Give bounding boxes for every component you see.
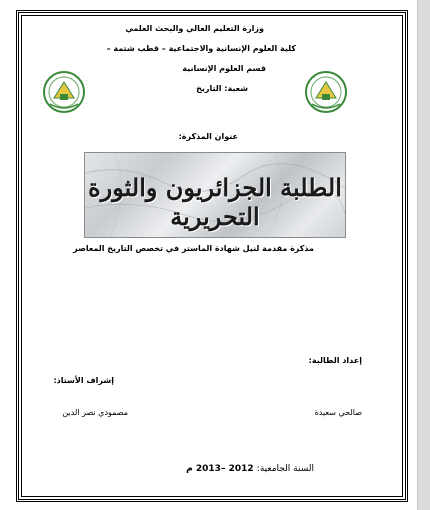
university-logo-left — [42, 70, 86, 114]
academic-year-label: السنة الجامعية: — [256, 464, 314, 474]
department-line: قسم العلوم الإنسانية — [182, 64, 266, 73]
prepared-by-label: إعداد الطالبة: — [308, 356, 362, 365]
document-page — [4, 4, 414, 504]
vertical-scrollbar[interactable] — [417, 0, 430, 510]
supervisor-name: مصمودي نصر الدين — [62, 408, 128, 417]
ministry-line: وزارة التعليم العالي والبحث العلمي — [125, 24, 264, 33]
faculty-line: كلية العلوم الإنسانية والاجتماعية – قطب شتمة – — [106, 44, 296, 53]
branch-line: شعبة: التاريخ — [196, 84, 248, 93]
student-name: صالحي سعيدة — [314, 408, 362, 417]
university-logo-icon — [304, 70, 348, 114]
memo-title-label: عنوان المذكرة: — [178, 132, 238, 141]
academic-year — [186, 464, 314, 474]
title-banner — [84, 152, 346, 238]
memo-subtitle: مذكرة مقدمة لنيل شهادة الماستر في تخصص التاريخ المعاصر — [73, 244, 314, 253]
memo-title: الطلبة الجزائريون والثورة التحريرية — [88, 173, 342, 231]
university-logo-right — [304, 70, 348, 114]
supervised-by-label: إشراف الأستاذ: — [53, 376, 114, 385]
academic-year-value: 2012 –2013 م — [186, 464, 254, 474]
university-logo-icon — [42, 70, 86, 114]
